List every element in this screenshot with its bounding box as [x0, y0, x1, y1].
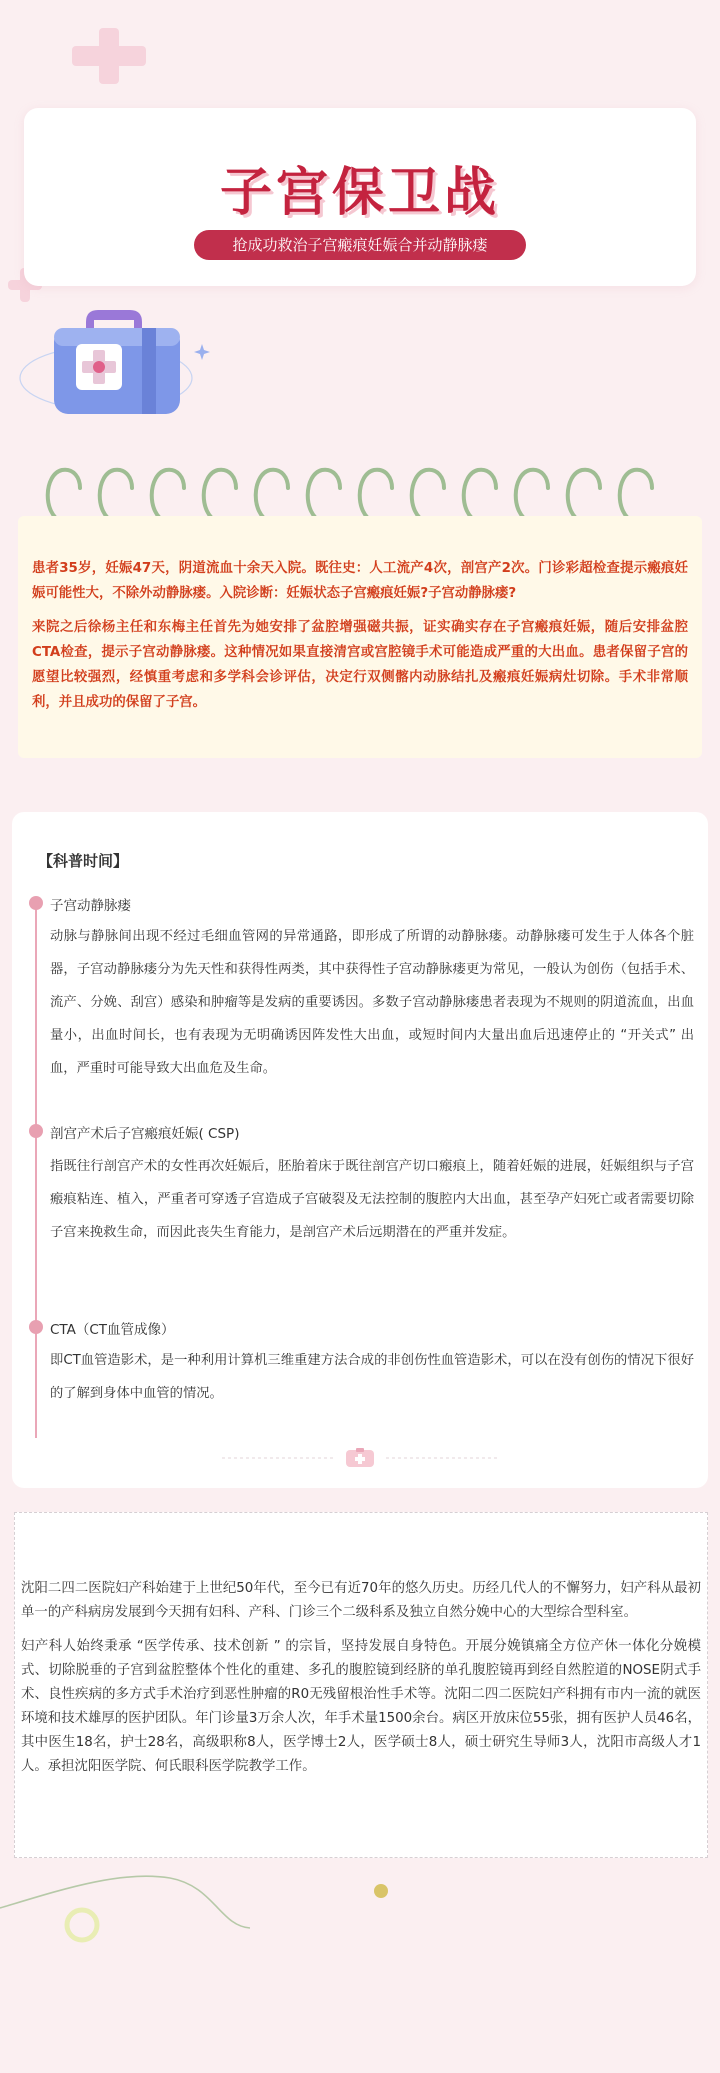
page-title: 子宫保卫战 [219, 163, 500, 223]
first-aid-divider-icon [222, 1446, 498, 1470]
hospital-intro-card [14, 1512, 708, 1858]
science-heading: 【科普时间】 [38, 852, 129, 870]
case-description-card [18, 516, 702, 758]
timeline-dot [29, 1124, 43, 1138]
timeline-dot [29, 896, 43, 910]
hospital-paragraph: 妇产科人始终秉承 “医学传承、技术创新 ” 的宗旨，坚持发展自身特色。开展分娩镇痛全方位产休一体化分娩模式、切除脱垂的子宫到盆腔整体个性化的重建、多孔的腹腔镜到经脐的单孔腹腔镜再到经自然腔道的NOSE阴式手术、良性疾病的多方式手术治疗到恶性肿瘤的R0无残留根治性手术等。沈阳二四二医院妇产科拥有市内一流的就医环境和技术雄厚的医护团队。年门诊量3万余人次，年手术量1500余台。病区开放床位55张，拥有医护人员46名，其中医生18名，护士28名，高级职称8人，医学博士2人，医学硕士8人，硕士研究生导师3人，沈阳市高级人才1人。承担沈阳医学院、何氏眼科医学院教学工作。 [21, 1639, 701, 1774]
science-item-body: 即CT血管造影术，是一种利用计算机三维重建方法合成的非创伤性血管造影术，可以在没有创伤的情况下很好的了解到身体中血管的情况。 [50, 1353, 694, 1401]
bottom-decoration [0, 1830, 720, 2073]
hospital-paragraph: 沈阳二四二医院妇产科始建于上世纪50年代，至今已有近70年的悠久历史。历经几代人的不懈努力，妇产科从最初单一的产科病房发展到今天拥有妇科、产科、门诊三个二级科系及独立自然分娩中心的大型综合型科室。 [21, 1581, 701, 1620]
case-text [32, 556, 688, 724]
science-item-body: 动脉与静脉间出现不经过毛细血管网的异常通路，即形成了所谓的动静脉瘘。动静脉瘘可发生于人体各个脏器，子宫动静脉瘘分为先天性和获得性两类，其中获得性子宫动静脉瘘更为常见，一般认为创伤（包括手术、流产、分娩、刮宫）感染和肿瘤等是发病的重要诱因。多数子宫动静脉瘘患者表现为不规则的阴道流血，出血量小，出血时间长，也有表现为无明确诱因阵发性大出血，或短时间内大量出血后迅速停止的 “开关式” 出血，严重时可能导致大出血危及生命。 [50, 929, 694, 1076]
science-item-title: CTA（CT血管成像） [50, 1322, 175, 1338]
header-card [24, 108, 696, 286]
science-card [12, 812, 708, 1488]
decorative-cross-icon [72, 28, 146, 84]
timeline-line [35, 902, 37, 1438]
science-item-title: 子宫动静脉瘘 [50, 898, 131, 914]
medical-kit-icon [14, 300, 214, 430]
science-item-body: 指既往行剖宫产术的女性再次妊娠后，胚胎着床于既往剖宫产切口瘢痕上，随着妊娠的进展，妊娠组织与子宫瘢痕粘连、植入，严重者可穿透子宫造成子宫破裂及无法控制的腹腔内大出血，甚至孕产妇死亡或者需要切除子宫来挽救生命，而因此丧失生育能力，是剖宫产术后远期潜在的严重并发症。 [50, 1159, 694, 1240]
case-paragraph: 来院之后徐杨主任和东梅主任首先为她安排了盆腔增强磁共振，证实确实存在子宫瘢痕妊娠，随后安排盆腔CTA检查，提示子宫动静脉瘘。这种情况如果直接清宫或宫腔镜手术可能造成严重的大出血。患者保留子宫的愿望比较强烈，经慎重考虑和多学科会诊评估，决定行双侧髂内动脉结扎及瘢痕妊娠病灶切除。手术非常顺利，并且成功的保留了子宫。 [32, 620, 688, 710]
timeline-dot [29, 1320, 43, 1334]
science-item-title: 剖宫产术后子宫瘢痕妊娠( CSP) [50, 1126, 240, 1142]
hospital-text [21, 1577, 701, 1789]
subtitle-badge: 抢成功救治子宫瘢痕妊娠合并动静脉瘘 [194, 230, 526, 260]
case-paragraph: 患者35岁，妊娠47天，阴道流血十余天入院。既往史：人工流产4次，剖宫产2次。门诊彩超检查提示瘢痕妊娠可能性大，不除外动静脉瘘。入院诊断：妊娠状态子宫瘢痕妊娠?子宫动静脉瘘? [32, 561, 688, 601]
